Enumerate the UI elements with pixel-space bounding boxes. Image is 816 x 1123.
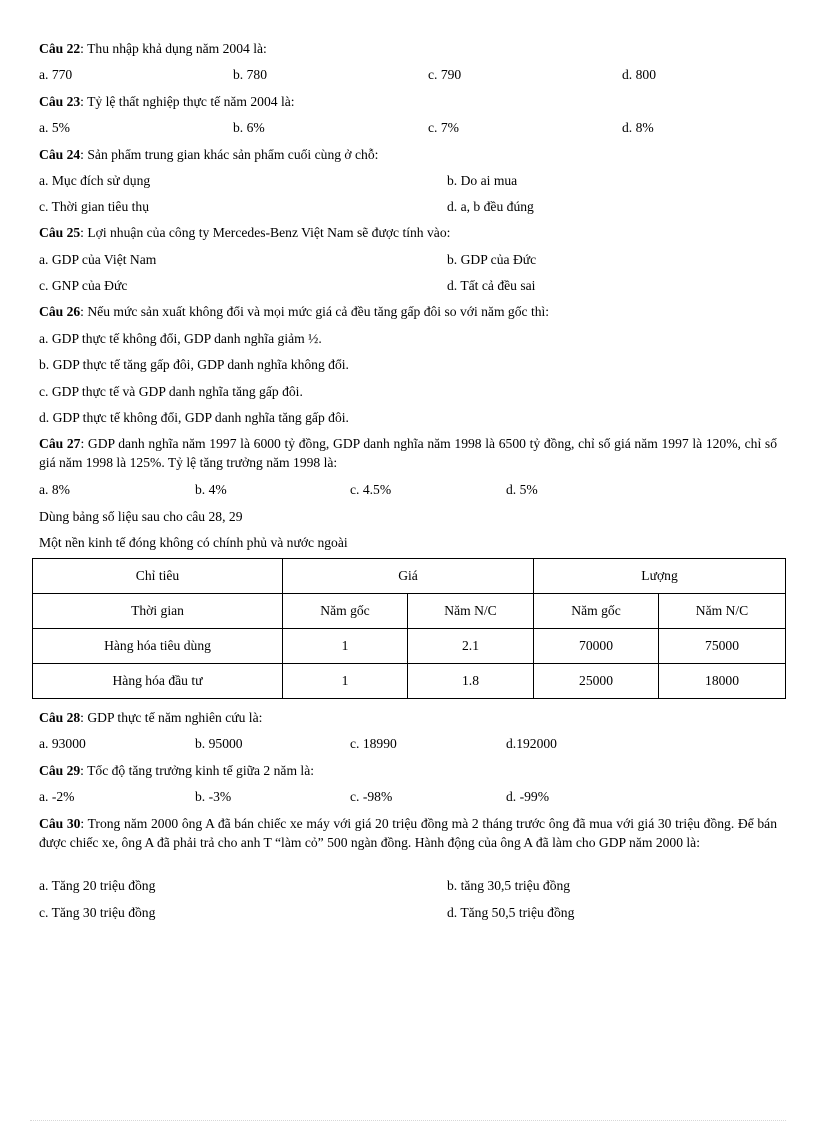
table-header-cell: Chỉ tiêu xyxy=(33,559,283,594)
table-cell: 1.8 xyxy=(408,664,534,699)
question-text: : GDP thực tế năm nghiên cứu là: xyxy=(80,710,263,725)
option-c: c. GNP của Đức xyxy=(39,278,128,293)
table-cell: 1 xyxy=(283,664,408,699)
option-b: b. GDP thực tế tăng gấp đôi, GDP danh nghĩa không đổi. xyxy=(39,357,349,372)
option-d: d. 8% xyxy=(622,120,654,135)
question-text: : Trong năm 2000 ông A đã bán chiếc xe máy với giá 20 triệu đồng mà 2 tháng trước ông đã mua với giá 30 triệu đồng. Để bán được chiếc xe, ông A đã phải trả cho anh T “làm cỏ” 500 ngàn đồng. Hành động của ông A đã làm cho GDP năm 2000 là: xyxy=(39,816,778,850)
option-a: a. 93000 xyxy=(39,736,86,751)
question-22 xyxy=(39,39,777,58)
option-a: a. -2% xyxy=(39,789,75,804)
question-number: Câu 27 xyxy=(39,436,81,451)
option-d: d.192000 xyxy=(506,736,557,751)
table-header-cell: Năm gốc xyxy=(534,594,659,629)
question-text: : GDP danh nghĩa năm 1997 là 6000 tỷ đồng, GDP danh nghĩa năm 1998 là 6500 tỷ đồng, chỉ số giá năm 1997 là 120%, chỉ số giá năm 1998 là 125%. Tỷ lệ tăng trưởng năm 1998 là: xyxy=(39,436,777,470)
option-a: a. 770 xyxy=(39,67,73,82)
option-d: d. a, b đều đúng xyxy=(447,199,534,214)
table-cell: Hàng hóa đầu tư xyxy=(33,664,283,699)
table-row xyxy=(33,629,786,664)
table-header-cell: Năm N/C xyxy=(659,594,786,629)
option-c: c. 18990 xyxy=(350,736,397,751)
question-24 xyxy=(39,145,777,164)
question-text: : Sản phẩm trung gian khác sản phẩm cuối cùng ở chỗ: xyxy=(80,147,379,162)
option-d: d. Tất cả đều sai xyxy=(447,278,536,293)
option-b: b. 95000 xyxy=(195,736,243,751)
option-b: b. 6% xyxy=(233,120,265,135)
option-a: a. Mục đích sử dụng xyxy=(39,173,151,188)
option-c: c. -98% xyxy=(350,789,393,804)
question-number: Câu 30 xyxy=(39,816,81,831)
option-c: c. Tăng 30 triệu đồng xyxy=(39,905,156,920)
data-table xyxy=(32,558,786,699)
table-header-cell: Năm N/C xyxy=(408,594,534,629)
question-text: : Tỷ lệ thất nghiệp thực tế năm 2004 là: xyxy=(80,94,295,109)
question-number: Câu 29 xyxy=(39,763,81,778)
option-a: a. 5% xyxy=(39,120,70,135)
question-text: : Tốc độ tăng trưởng kinh tế giữa 2 năm là: xyxy=(80,763,315,778)
table-cell: 18000 xyxy=(659,664,786,699)
option-d: d. GDP thực tế không đổi, GDP danh nghĩa tăng gấp đôi. xyxy=(39,410,349,425)
option-c: c. 7% xyxy=(428,120,459,135)
question-text: : Lợi nhuận của công ty Mercedes-Benz Việt Nam sẽ được tính vào: xyxy=(80,225,451,240)
option-d: d. 5% xyxy=(506,482,538,497)
option-a: a. Tăng 20 triệu đồng xyxy=(39,878,156,893)
table-header-cell: Giá xyxy=(283,559,534,594)
table-cell: 70000 xyxy=(534,629,659,664)
table-cell: 1 xyxy=(283,629,408,664)
table-context: Một nền kinh tế đóng không có chính phủ và nước ngoài xyxy=(39,535,348,550)
table-cell: 75000 xyxy=(659,629,786,664)
option-b: b. 780 xyxy=(233,67,267,82)
question-number: Câu 28 xyxy=(39,710,81,725)
table-header-row xyxy=(33,559,786,594)
question-29 xyxy=(39,761,777,780)
question-30 xyxy=(39,814,777,852)
question-26 xyxy=(39,302,777,321)
page-edge-rule xyxy=(30,1120,786,1121)
option-d: d. -99% xyxy=(506,789,550,804)
table-intro: Dùng bảng số liệu sau cho câu 28, 29 xyxy=(39,509,243,524)
option-c: c. GDP thực tế và GDP danh nghĩa tăng gấp đôi. xyxy=(39,384,303,399)
option-c: c. Thời gian tiêu thụ xyxy=(39,199,150,214)
option-d: d. Tăng 50,5 triệu đồng xyxy=(447,905,575,920)
option-b: b. 4% xyxy=(195,482,227,497)
question-23 xyxy=(39,92,777,111)
table-header-cell: Lượng xyxy=(534,559,786,594)
option-a: a. GDP của Việt Nam xyxy=(39,252,157,267)
option-b: b. -3% xyxy=(195,789,232,804)
question-number: Câu 24 xyxy=(39,147,81,162)
question-number: Câu 22 xyxy=(39,41,81,56)
option-c: c. 4.5% xyxy=(350,482,392,497)
option-a: a. GDP thực tế không đổi, GDP danh nghĩa giảm ½. xyxy=(39,331,322,346)
table-cell: 2.1 xyxy=(408,629,534,664)
question-number: Câu 26 xyxy=(39,304,81,319)
option-b: b. GDP của Đức xyxy=(447,252,537,267)
table-subheader-row xyxy=(33,594,786,629)
table-header-cell: Thời gian xyxy=(33,594,283,629)
question-text: : Nếu mức sản xuất không đổi và mọi mức giá cả đều tăng gấp đôi so với năm gốc thì: xyxy=(80,304,550,319)
option-a: a. 8% xyxy=(39,482,70,497)
table-header-cell: Năm gốc xyxy=(283,594,408,629)
question-25 xyxy=(39,223,777,242)
question-text: : Thu nhập khả dụng năm 2004 là: xyxy=(80,41,267,56)
table-row xyxy=(33,664,786,699)
option-c: c. 790 xyxy=(428,67,462,82)
question-number: Câu 23 xyxy=(39,94,81,109)
question-number: Câu 25 xyxy=(39,225,81,240)
option-b: b. Do ai mua xyxy=(447,173,518,188)
option-b: b. tăng 30,5 triệu đồng xyxy=(447,878,571,893)
question-27 xyxy=(39,434,777,472)
option-d: d. 800 xyxy=(622,67,656,82)
question-28 xyxy=(39,708,777,727)
table-cell: Hàng hóa tiêu dùng xyxy=(33,629,283,664)
table-cell: 25000 xyxy=(534,664,659,699)
